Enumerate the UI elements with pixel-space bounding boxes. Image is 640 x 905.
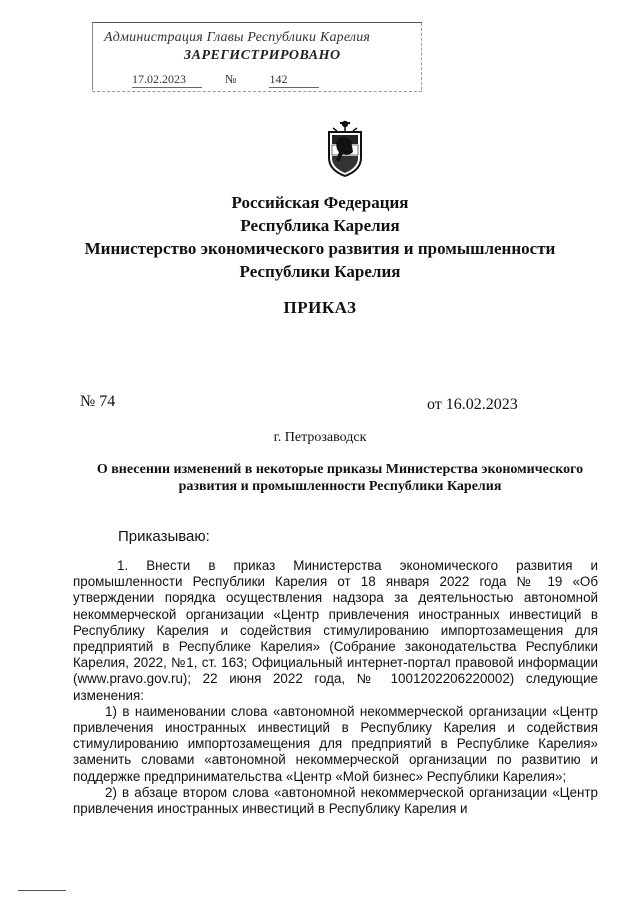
doc-city: г. Петрозаводск bbox=[273, 430, 367, 445]
registration-stamp bbox=[92, 22, 422, 90]
header-ministry: Министерство экономического развития и промышленности bbox=[84, 239, 556, 258]
stamp-date: 17.02.2023 bbox=[132, 72, 202, 88]
stamp-number: 142 bbox=[269, 72, 319, 88]
footer-divider bbox=[18, 890, 66, 891]
karelia-coat-of-arms-icon bbox=[323, 118, 367, 178]
header-country: Российская Федерация bbox=[231, 193, 409, 212]
stamp-bottom-line bbox=[92, 91, 422, 92]
header-region: Республика Карелия bbox=[240, 216, 400, 235]
header-ministry-region: Республики Карелия bbox=[239, 262, 401, 281]
doc-type-title: ПРИКАЗ bbox=[283, 298, 357, 317]
stamp-number-label: № bbox=[225, 72, 237, 86]
doc-number: № 74 bbox=[80, 393, 116, 410]
stamp-authority: Администрация Главы Республики Карелия bbox=[104, 30, 371, 45]
paragraph-2: 1) в наименовании слова «автономной некоммерческой организации «Центр привлечения иностранных инвестиций в Республику Карелия и содействия стимулированию импортозамещения для предприятий в Республике Карелия» заменить словами «автономной некоммерческой организации по развитию и поддержке предпринимательства «Центр «Мой бизнес» Республики Карелия»; bbox=[73, 703, 598, 784]
doc-date: от 16.02.2023 bbox=[427, 396, 518, 413]
document-body bbox=[73, 558, 598, 817]
paragraph-1: 1. Внести в приказ Министерства экономического развития и промышленности Республики Карелия от 18 января 2022 года № 19 «Об утверждении порядка осуществления надзора за деятельностью автономной некоммерческой организации «Центр привлечения иностранных инвестиций в Республику Карелия и содействия стимулированию импортозамещения для предприятий в Республике Карелия» (Собрание законодательства Республики Карелия, 2022, №1, ст. 163; Официальный интернет-портал правовой информации (www.pravo.gov.ru); 22 июня 2022 года, № 1001202206220002) следующие изменения: bbox=[73, 558, 598, 703]
order-word: Приказываю: bbox=[118, 528, 210, 545]
stamp-details bbox=[132, 72, 319, 88]
stamp-registered: ЗАРЕГИСТРИРОВАНО bbox=[184, 48, 341, 63]
doc-subject: О внесении изменений в некоторые приказы Министерства экономического развития и промышленности Республики Карелия bbox=[96, 462, 584, 494]
paragraph-3: 2) в абзаце втором слова «автономной некоммерческой организации «Центр привлечения иностранных инвестиций в Республику Карелия и bbox=[73, 784, 598, 817]
